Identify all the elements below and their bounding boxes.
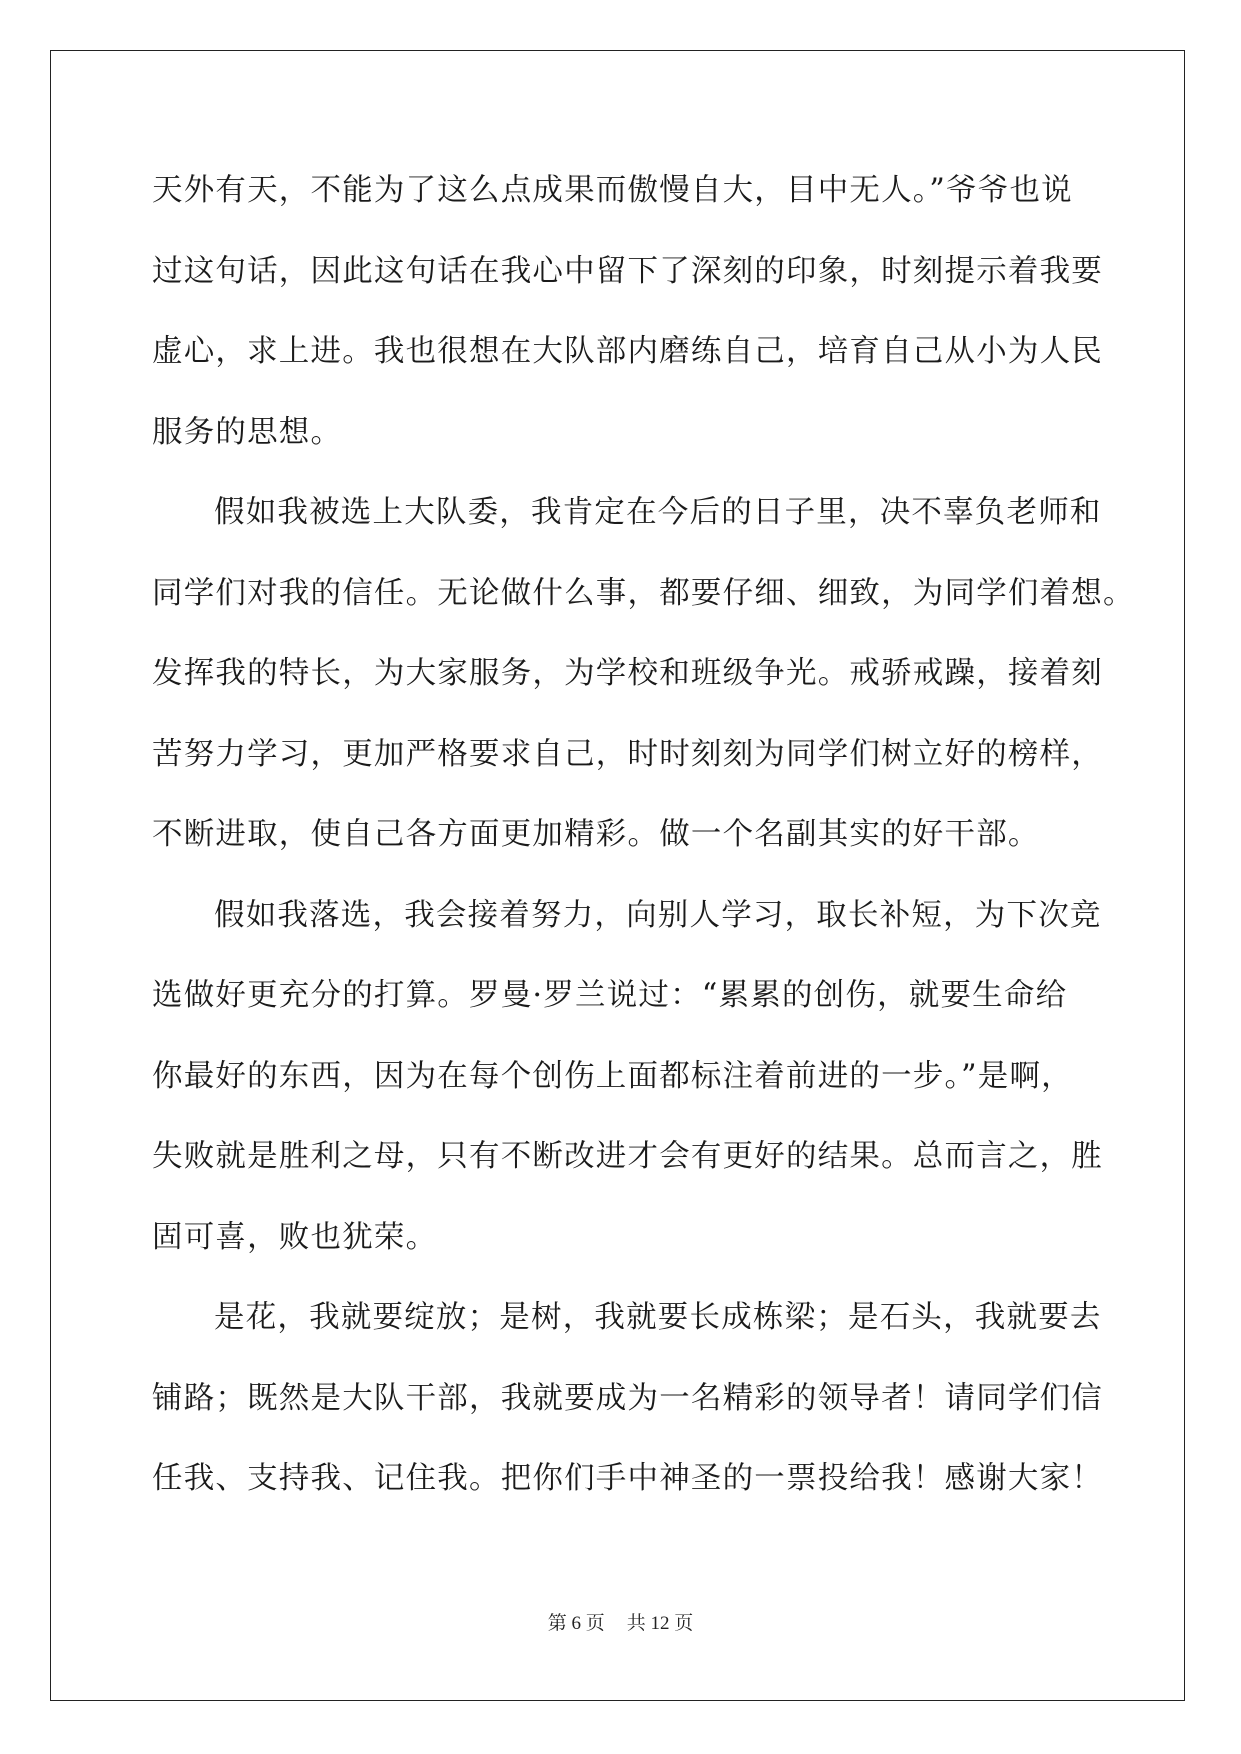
text-line-6: 同学们对我的信任。无论做什么事，都要仔细、细致，为同学们着想。 bbox=[152, 575, 1135, 611]
text-line-7: 发挥我的特长，为大家服务，为学校和班级争光。戒骄戒躁，接着刻 bbox=[152, 656, 1103, 691]
text-line-9: 不断进取，使自己各方面更加精彩。做一个名副其实的好干部。 bbox=[152, 817, 1040, 852]
total-pages: 共 12 页 bbox=[626, 1613, 694, 1634]
text-line-2: 过这句话，因此这句话在我心中留下了深刻的印象，时刻提示着我要 bbox=[152, 253, 1103, 289]
text-line-17: 任我、支持我、记住我。把你们手中神圣的一票投给我！感谢大家！ bbox=[152, 1461, 1103, 1496]
text-line-15: 是花，我就要绽放；是树，我就要长成栋梁；是石头，我就要去 bbox=[214, 1300, 1102, 1335]
text-line-1: 天外有天，不能为了这么点成果而傲慢自大，目中无人。”爷爷也说 bbox=[152, 173, 1073, 208]
text-line-12: 你最好的东西，因为在每个创伤上面都标注着前进的一步。”是啊， bbox=[152, 1058, 1073, 1094]
text-line-11: 选做好更充分的打算。罗曼·罗兰说过：“累累的创伤，就要生命给 bbox=[152, 978, 1068, 1013]
text-line-4: 服务的思想。 bbox=[152, 414, 343, 450]
text-line-13: 失败就是胜利之母，只有不断改进才会有更好的结果。总而言之，胜 bbox=[152, 1139, 1103, 1174]
text-line-14: 固可喜，败也犹荣。 bbox=[152, 1219, 438, 1255]
text-line-3: 虚心，求上进。我也很想在大队部内磨练自己，培育自己从小为人民 bbox=[152, 334, 1103, 369]
page-footer bbox=[0, 1608, 1241, 1635]
document-body bbox=[152, 163, 1135, 1532]
text-line-5: 假如我被选上大队委，我肯定在今后的日子里，决不辜负老师和 bbox=[214, 495, 1102, 530]
text-line-8: 苦努力学习，更加严格要求自己，时时刻刻为同学们树立好的榜样， bbox=[152, 736, 1103, 772]
text-line-16: 铺路；既然是大队干部，我就要成为一名精彩的领导者！请同学们信 bbox=[152, 1380, 1103, 1416]
page-number: 第 6 页 bbox=[547, 1613, 605, 1634]
text-line-10: 假如我落选，我会接着努力，向别人学习，取长补短，为下次竞 bbox=[214, 897, 1102, 933]
